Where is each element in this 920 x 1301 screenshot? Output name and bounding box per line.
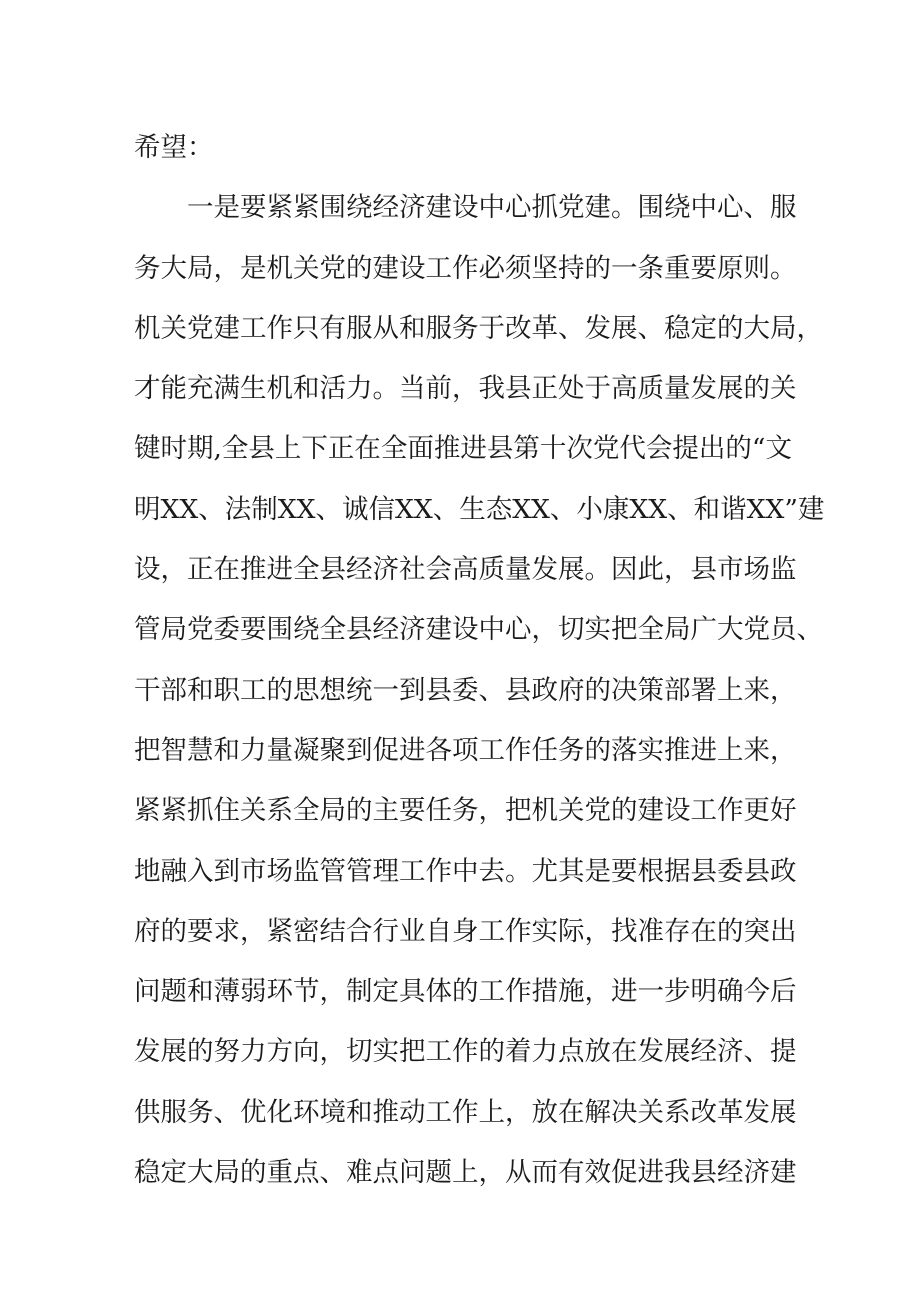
- text-line: 机关党建工作只有服从和服务于改革、发展、稳定的大局，: [134, 312, 823, 344]
- text-line: 明XX、法制XX、诚信XX、生态XX、小康XX、和谐XX”建: [134, 493, 825, 525]
- text-line: 务大局，是机关党的建设工作必须坚持的一条重要原则。: [134, 252, 797, 284]
- text-line: 管局党委要围绕全县经济建设中心，切实把全局广大党员、: [134, 614, 823, 646]
- text-line: 希望：: [134, 132, 214, 163]
- text-line: 才能充满生机和活力。当前，我县正处于高质量发展的关: [134, 373, 797, 405]
- text-line: 干部和职工的思想统一到县委、县政府的决策部署上来，: [134, 674, 797, 706]
- text-line: 府的要求，紧密结合行业自身工作实际，找准存在的突出: [134, 915, 797, 947]
- text-line: 地融入到市场监管管理工作中去。尤其是要根据县委县政: [134, 855, 797, 887]
- text-line: 供服务、优化环境和推动工作上，放在解决关系改革发展: [134, 1096, 797, 1128]
- text-line: 发展的努力方向，切实把工作的着力点放在发展经济、提: [134, 1036, 797, 1068]
- text-line: 紧紧抓住关系全局的主要任务，把机关党的建设工作更好: [134, 795, 797, 827]
- text-line: 一是要紧紧围绕经济建设中心抓党建。围绕中心、服: [134, 192, 797, 224]
- text-line: 问题和薄弱环节，制定具体的工作措施，进一步明确今后: [134, 976, 797, 1008]
- text-line: 把智慧和力量凝聚到促进各项工作任务的落实推进上来，: [134, 734, 797, 766]
- text-line: 设，正在推进全县经济社会高质量发展。因此，县市场监: [134, 554, 797, 586]
- text-line: 稳定大局的重点、难点问题上，从而有效促进我县经济建: [134, 1157, 797, 1189]
- document-body: [134, 118, 825, 1203]
- text-line: 键时期,全县上下正在全面推进县第十次党代会提出的“文: [134, 433, 792, 465]
